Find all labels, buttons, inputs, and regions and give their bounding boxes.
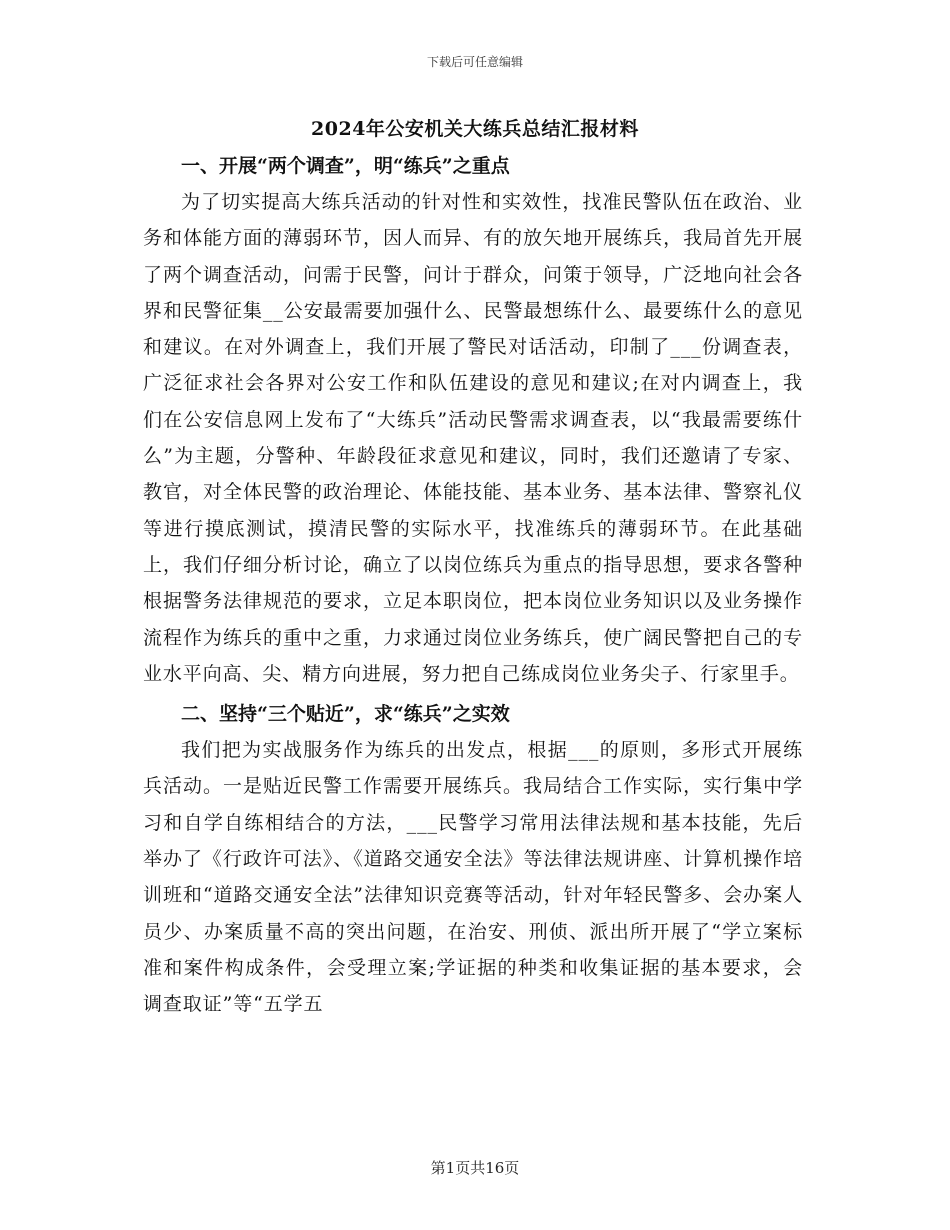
header-note: 下载后可任意编辑 [426,55,523,69]
document-title: 2024年公安机关大练兵总结汇报材料 [311,118,639,140]
section-paragraph-1: 为了切实提高大练兵活动的针对性和实效性，找准民警队伍在政治、业务和体能方面的薄弱环节，因人而异、有的放矢地开展练兵，我局首先开展了两个调查活动，问需于民警，问计于群众，问策于领导，广泛地向社会各界和民警征集__公安最需要加强什么、民警最想练什么、最要练什么的意见和建议。在对外调查上，我们开展了警民对话活动，印制了___份调查表，广泛征求社会各界对公安工作和队伍建设的意见和建议;在对内调查上，我们在公安信息网上发布了“大练兵”活动民警需求调查表，以“我最需要练什么”为主题，分警种、年龄段征求意见和建议，同时，我们还邀请了专家、教官，对全体民警的政治理论、体能技能、基本业务、基本法律、警察礼仪等进行摸底测试，摸清民警的实际水平，找准练兵的薄弱环节。在此基础上，我们仔细分析讨论，确立了以岗位练兵为重点的指导思想，要求各警种根据警务法律规范的要求，立足本职岗位，把本岗位业务知识以及业务操作流程作为练兵的重中之重，力求通过岗位业务练兵，使广阔民警把自己的专业水平向高、尖、精方向进展，努力把自己练成岗位业务尖子、行家里手。 [143,191,803,685]
section-paragraph-2: 我们把为实战服务作为练兵的出发点，根据___的原则，多形式开展练兵活动。一是贴近民警工作需要开展练兵。我局结合工作实际，实行集中学习和自学自练相结合的方法，___民警学习常用法律法规和基本技能，先后举办了《行政许可法》、《道路交通安全法》等法律法规讲座、计算机操作培训班和“道路交通安全法”法律知识竞赛等活动，针对年轻民警多、会办案人员少、办案质量不高的突出问题，在治安、刑侦、派出所开展了“学立案标准和案件构成条件，会受理立案;学证据的种类和收集证据的基本要求，会调查取证”等“五学五 [143,739,803,1016]
page-number: 第1页共16页 [430,1159,520,1177]
section-heading-1: 一、开展“两个调查”，明“练兵”之重点 [181,155,510,177]
document-body [143,148,803,1023]
section-heading-2: 二、坚持“三个贴近”，求“练兵”之实效 [181,703,510,726]
